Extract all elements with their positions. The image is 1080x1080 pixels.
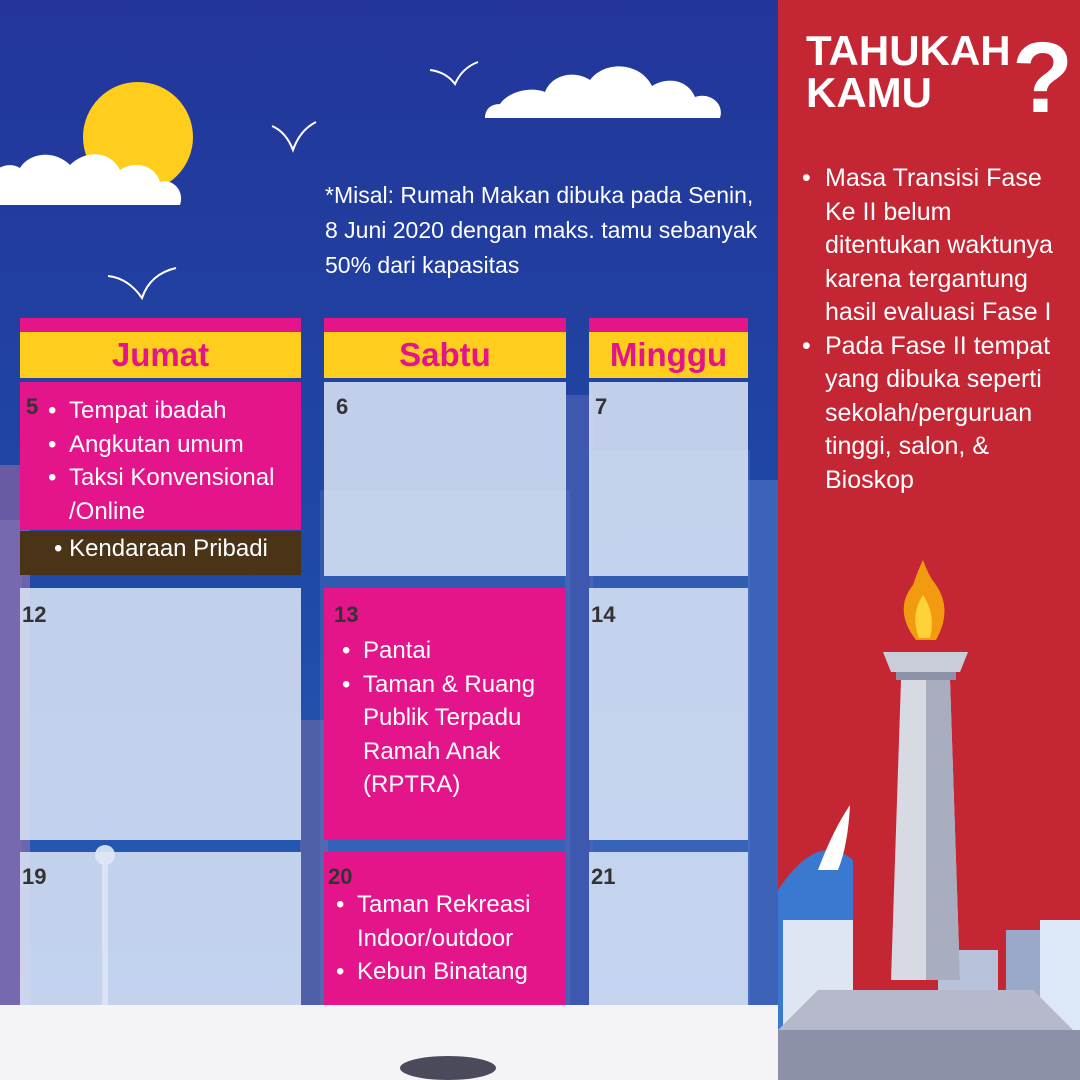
list-item: • Taman Rekreasi Indoor/outdoor [336, 888, 564, 955]
date-number: 13 [334, 602, 359, 627]
fact-item: • Pada Fase II tempat yang dibuka seperti sekolah/perguruan tinggi, salon, & Bioskop [802, 330, 1072, 498]
monument-cup [883, 652, 968, 672]
panel-title [806, 27, 1026, 116]
calendar-cell-7 [589, 382, 748, 576]
list-item: • Tempat ibadah [48, 394, 300, 428]
question-mark-icon: ? [1012, 22, 1074, 134]
monument-plinth [778, 1030, 1080, 1080]
monas-monument-illustration [778, 560, 1080, 1080]
day-label: Sabtu [324, 332, 566, 378]
monument-neck [896, 672, 956, 680]
day-label: Jumat [20, 332, 301, 378]
calendar-cell-21 [589, 852, 748, 1005]
title-line: KAMU [806, 69, 932, 116]
date-number: 6 [336, 394, 349, 419]
list-item: • Taman & Ruang Publik Terpadu Ramah Anak (RPTRA) [342, 668, 564, 802]
date-number: 14 [591, 602, 616, 627]
header-accent-bar [589, 318, 748, 332]
calendar-cell-20 [324, 852, 566, 1005]
building [748, 480, 780, 1080]
fact-item: • Masa Transisi Fase Ke II belum ditentukan waktunya karena tergantung hasil evaluasi Fase I [802, 162, 1072, 330]
calendar-cell-14 [589, 588, 748, 840]
bird-icon [430, 62, 478, 84]
column-header-jumat [20, 318, 301, 378]
column-header-sabtu [324, 318, 566, 378]
date-number: 19 [22, 864, 47, 889]
private-vehicle-bar [20, 531, 301, 575]
header-accent-bar [324, 318, 566, 332]
day-label: Minggu [589, 332, 748, 378]
calendar-cell-5 [20, 382, 301, 530]
open-places-list [48, 394, 300, 528]
example-note: *Misal: Rumah Makan dibuka pada Senin, 8 Juni 2020 dengan maks. tamu sebanyak 50% dari kapasitas [325, 182, 758, 278]
column-header-minggu [589, 318, 748, 378]
calendar-cell-13 [324, 588, 566, 840]
manhole [400, 1056, 496, 1080]
open-places-list [342, 634, 564, 802]
list-item: • Taksi Konvensional /Online [48, 461, 300, 528]
list-item: • Pantai [342, 634, 564, 668]
date-number: 7 [595, 394, 608, 419]
calendar-cell-19 [20, 852, 301, 1005]
fact-list [802, 162, 1072, 497]
calendar-cell-12 [20, 588, 301, 840]
bird-icon [272, 122, 316, 150]
date-number: 20 [328, 864, 353, 889]
did-you-know-panel [778, 0, 1080, 1080]
cloud-right [485, 66, 721, 118]
list-item: • Kebun Binatang [336, 955, 564, 989]
list-item: • Kendaraan Pribadi [54, 535, 268, 563]
title-line: TAHUKAH [806, 27, 1011, 74]
header-accent-bar [20, 318, 301, 332]
date-number: 5 [26, 394, 39, 419]
monument-base [778, 990, 1073, 1030]
list-item: • Angkutan umum [48, 428, 300, 462]
bird-icon [108, 268, 176, 298]
date-number: 21 [591, 864, 616, 889]
calendar-cell-6 [324, 382, 566, 576]
open-places-list [336, 888, 564, 989]
sidewalk [0, 1005, 780, 1080]
date-number: 12 [22, 602, 47, 627]
monument-shaft-shadow [926, 680, 960, 980]
